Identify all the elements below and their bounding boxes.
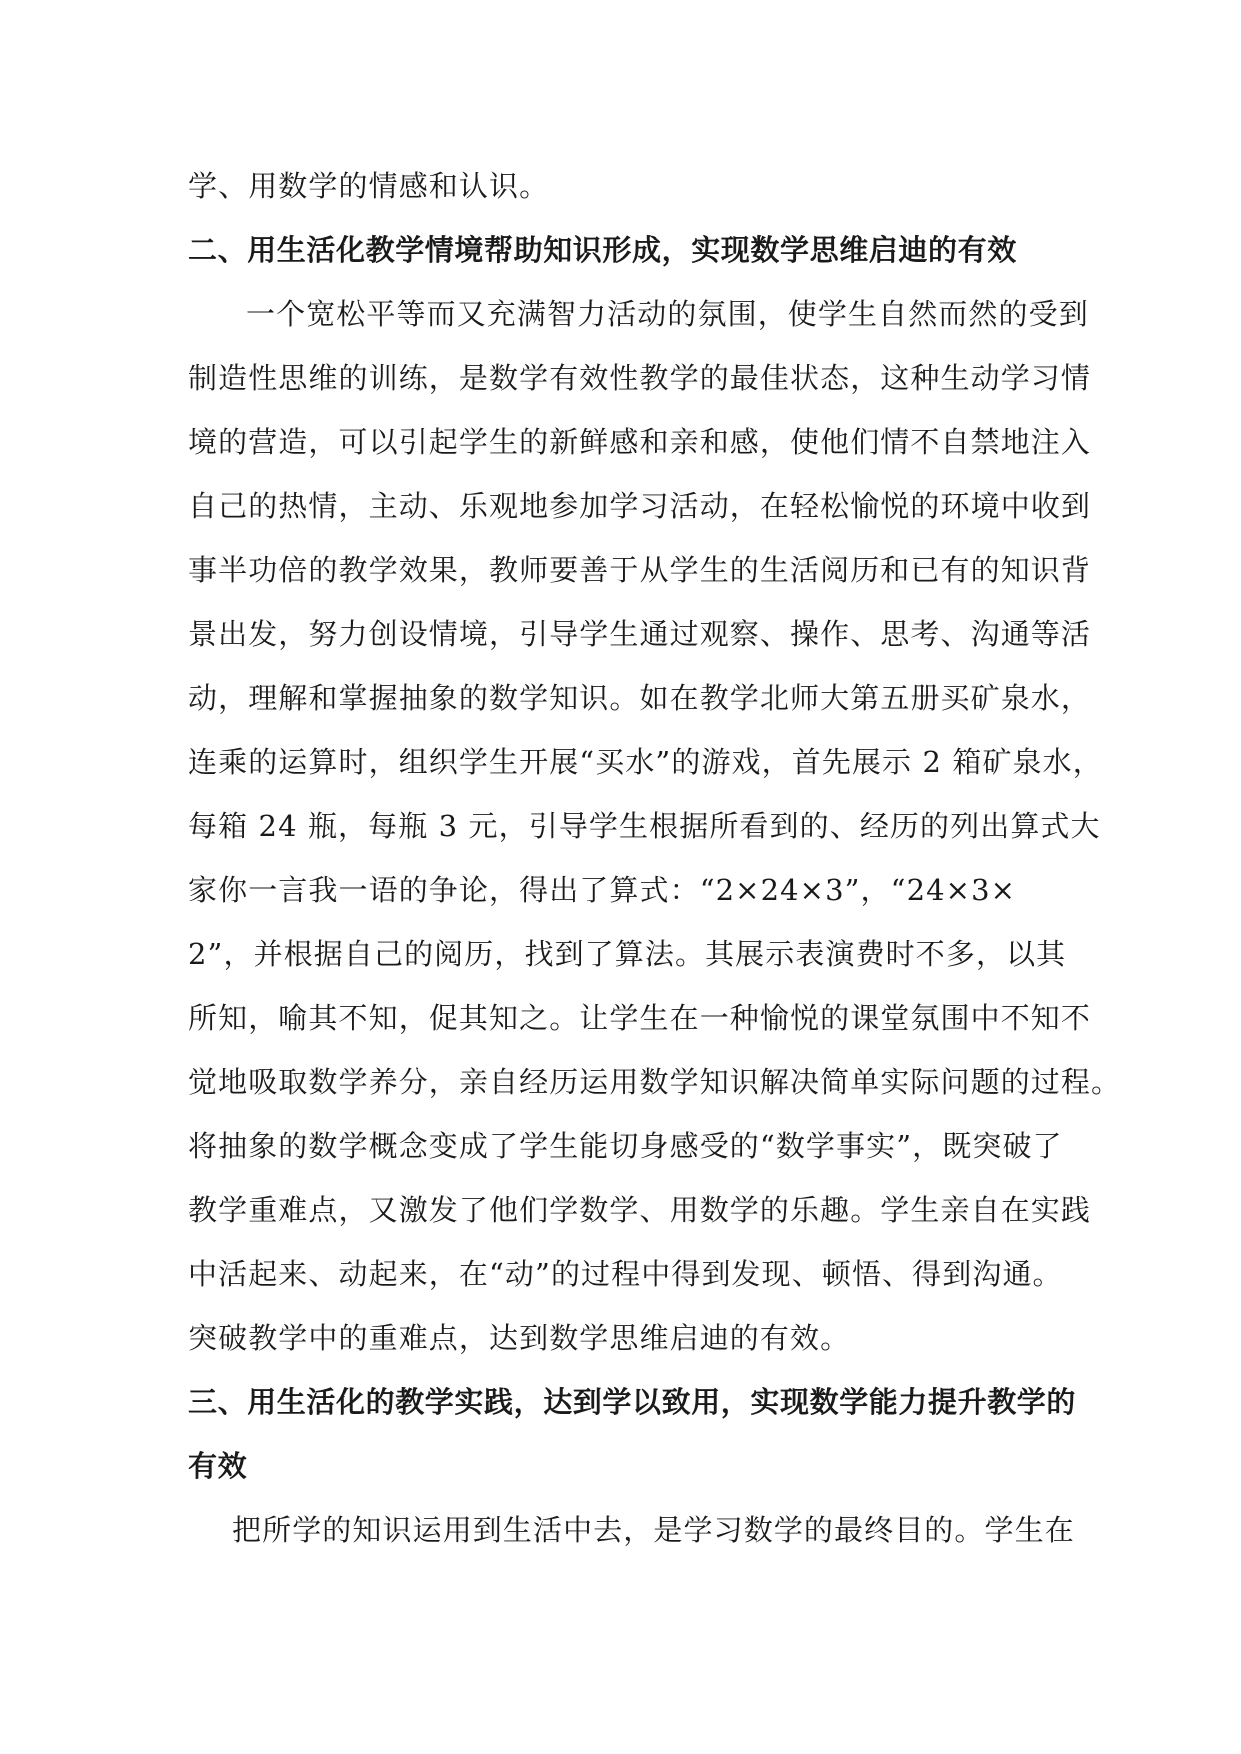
body-text-line: 中活起来、动起来，在“动”的过程中得到发现、顿悟、得到沟通。 [188, 1257, 1063, 1291]
section-heading-3-continued: 有效 [188, 1449, 248, 1483]
body-text-line: 突破教学中的重难点，达到数学思维启迪的有效。 [188, 1321, 851, 1355]
body-text-line: 动，理解和掌握抽象的数学知识。如在教学北师大第五册买矿泉水， [188, 681, 1092, 715]
paragraph-first-line: 一个宽松平等而又充满智力活动的氛围，使学生自然而然的受到 [246, 297, 1089, 331]
body-text-line: 学、用数学的情感和认识。 [188, 169, 550, 203]
body-text-line: 制造性思维的训练，是数学有效性教学的最佳状态，这种生动学习情 [188, 361, 1092, 395]
body-text-line: 境的营造，可以引起学生的新鲜感和亲和感，使他们情不自禁地注入 [188, 425, 1092, 459]
body-text-line: 自己的热情，主动、乐观地参加学习活动，在轻松愉悦的环境中收到 [188, 489, 1092, 523]
paragraph-first-line: 把所学的知识运用到生活中去，是学习数学的最终目的。学生在 [232, 1513, 1075, 1547]
body-text-line: 家你一言我一语的争论，得出了算式：“2×24×3”，“24×3× [188, 873, 1017, 907]
body-text-line: 每箱 24 瓶，每瓶 3 元，引导学生根据所看到的、经历的列出算式大 [188, 809, 1101, 843]
body-text-line: 事半功倍的教学效果，教师要善于从学生的生活阅历和已有的知识背 [188, 553, 1092, 587]
body-text-line: 景出发，努力创设情境，引导学生通过观察、操作、思考、沟通等活 [188, 617, 1092, 651]
body-text-line: 所知，喻其不知，促其知之。让学生在一种愉悦的课堂氛围中不知不 [188, 1001, 1092, 1035]
section-heading-2: 二、用生活化教学情境帮助知识形成，实现数学思维启迪的有效 [188, 233, 1017, 267]
body-text-line: 觉地吸取数学养分，亲自经历运用数学知识解决简单实际问题的过程。 [188, 1065, 1122, 1099]
body-text-line: 2”，并根据自己的阅历，找到了算法。其展示表演费时不多，以其 [188, 937, 1067, 971]
body-text-line: 将抽象的数学概念变成了学生能切身感受的“数学事实”，既突破了 [188, 1129, 1063, 1163]
body-text-line: 连乘的运算时，组织学生开展“买水”的游戏，首先展示 2 箱矿泉水， [188, 745, 1103, 779]
section-heading-3: 三、用生活化的教学实践，达到学以致用，实现数学能力提升教学的 [188, 1385, 1077, 1419]
body-text-line: 教学重难点，又激发了他们学数学、用数学的乐趣。学生亲自在实践 [188, 1193, 1092, 1227]
